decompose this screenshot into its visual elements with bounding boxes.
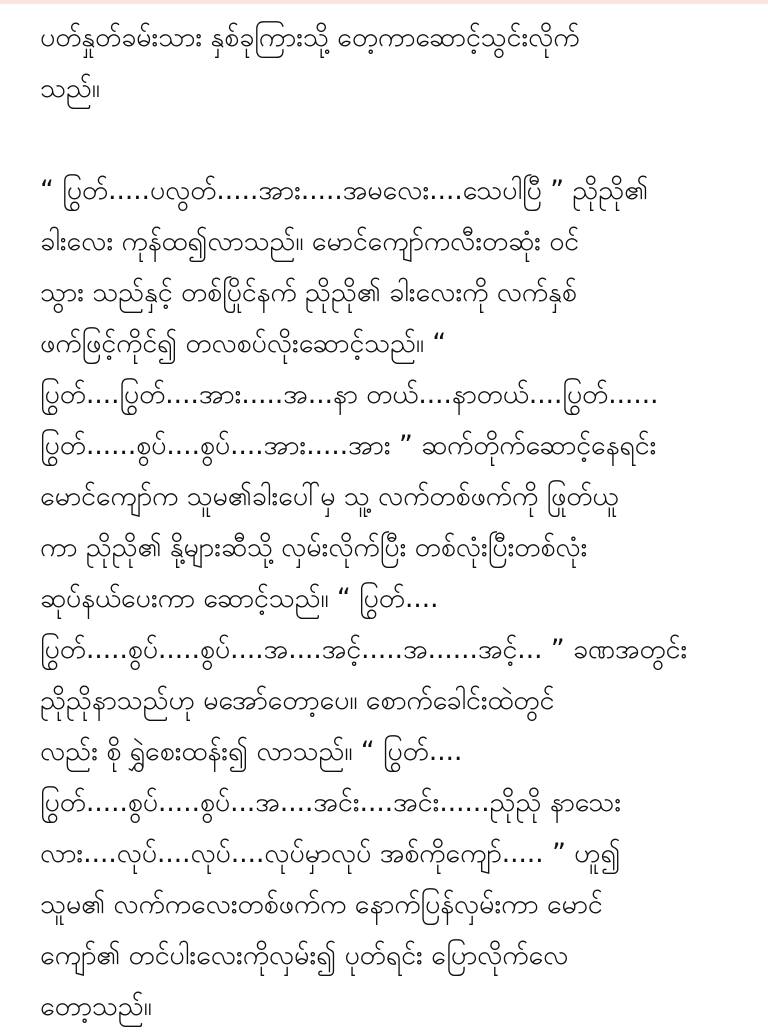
text-line: ပြွတ်.....စွပ်.....စွပ်....အ....အင့်.....အ......အင့်... ” ခဏအတွင်း <box>40 634 688 665</box>
text-line: ပြွတ်.....စွပ်.....စွပ်...အ....အင်း....အင်း......ညိုညို နာသေး <box>40 787 621 818</box>
text-line: ပတ်နှုတ်ခမ်းသား နှစ်ခုကြားသို့ တေ့ကာဆောင့်သွင်းလိုက် <box>40 22 580 53</box>
text-line: ကာ ညိုညို၏ နို့များဆီသို့ လှမ်းလိုက်ပြီး တစ်လုံးပြီးတစ်လုံး <box>40 532 588 563</box>
text-line: ပြွတ်......စွပ်....စွပ်....အား.....အား ” ဆက်တိုက်ဆောင့်နေရင်း <box>40 430 657 461</box>
text-line: ခါးလေး ကုန်ထ၍လာသည်။ မောင်ကျော်ကလီးတဆုံး ဝင် <box>40 226 579 257</box>
document-page <box>0 4 768 1022</box>
text-line: သူမ၏ လက်ကလေးတစ်ဖက်က နောက်ပြန်လှမ်းကာ မောင် <box>40 889 603 920</box>
paragraph-2 <box>40 165 746 1032</box>
text-line: ဖက်ဖြင့်ကိုင်၍ တလစပ်လိုးဆောင့်သည်။ “ <box>40 328 447 359</box>
text-line: သည်။ <box>40 73 100 104</box>
text-line: လည်း စို ရွှဲစေးထန်း၍ လာသည်။ “ ပြွတ်.... <box>40 736 463 767</box>
text-line: “ ပြွတ်.....ပလွတ်.....အား.....အမလေး....သေပါပြီ ” ညိုညို၏ <box>40 175 648 206</box>
paragraph-1 <box>40 12 746 114</box>
text-line: ပြွတ်....ပြွတ်....အား.....အ...နာ တယ်....နာတယ်....ပြွတ်...... <box>40 379 659 410</box>
text-line: ကျော်၏ တင်ပါးလေးကိုလှမ်း၍ ပုတ်ရင်း ပြောလိုက်လေ <box>40 940 569 971</box>
text-line: တော့သည်။ <box>40 991 152 1022</box>
text-line: မောင်ကျော်က သူမ၏ခါးပေါ်မှ သူ့ လက်တစ်ဖက်ကို ဖြုတ်ယူ <box>40 481 619 512</box>
text-line: သွား သည်နှင့် တစ်ပြိုင်နက် ညိုညို၏ ခါးလေးကို လက်နှစ် <box>40 277 577 308</box>
text-line: လား....လုပ်....လုပ်....လုပ်မှာလုပ် အစ်ကိုကျော်..... ” ဟူ၍ <box>40 838 621 869</box>
paragraph-gap <box>40 114 746 165</box>
text-line: ဆုပ်နယ်ပေးကာ ဆောင့်သည်။ “ ပြွတ်.... <box>40 583 439 614</box>
text-line: ညိုညိုနာသည်ဟု မအော်တော့ပေ။ စောက်ခေါင်းထဲတွင် <box>40 685 555 716</box>
